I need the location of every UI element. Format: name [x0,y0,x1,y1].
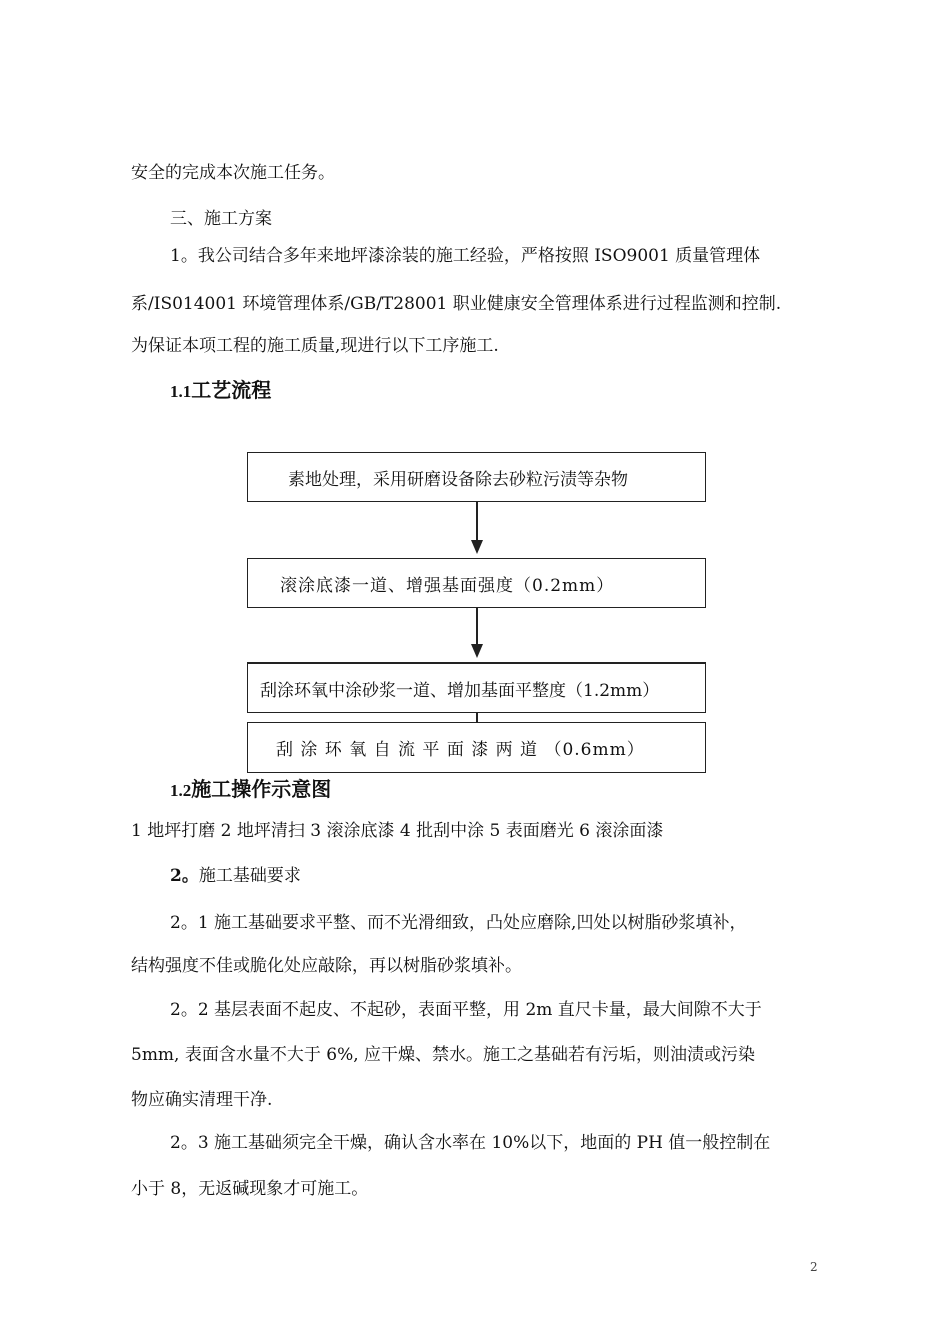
flow-arrow-line [476,608,478,646]
flow-step-3 [247,662,706,713]
section-heading-1-2 [170,776,331,804]
section-heading-1-1 [170,377,271,405]
flow-connector [476,713,478,722]
page-number: 2 [810,1260,818,1274]
flow-step-4-label: 刮 涂 环 氧 自 流 平 面 漆 两 道 （0.6mm） [276,740,645,760]
paragraph-line: 2。3 施工基础须完全干燥，确认含水率在 10%以下，地面的 PH 值一般控制在 [170,1133,771,1153]
flow-step-2-label: 滚涂底漆一道、增强基面强度（0.2mm） [280,575,615,596]
paragraph-line: 2。1 施工基础要求平整、而不光滑细致，凸处应磨除,凹处以树脂砂浆填补， [170,913,747,933]
paragraph-line: 结构强度不佳或脆化处应敲除，再以树脂砂浆填补。 [131,956,522,976]
paragraph-line: 小于 8，无返碱现象才可施工。 [131,1179,369,1199]
section-number: 1.2 [170,781,192,800]
section-title: 施工操作示意图 [191,777,332,801]
paragraph-line: 安全的完成本次施工任务。 [131,163,335,183]
paragraph-line: 物应确实清理干净. [131,1090,273,1110]
section-heading-3: 三、施工方案 [170,209,272,229]
paragraph-line: 2。2 基层表面不起皮、不起砂，表面平整，用 2m 直尺卡量，最大间隙不大于 [170,1000,762,1020]
flow-step-1 [247,452,706,502]
section-title: 施工基础要求 [198,866,301,886]
flow-arrow-head [471,644,483,658]
steps-caption: 1 地坪打磨 2 地坪清扫 3 滚涂底漆 4 批刮中涂 5 表面磨光 6 滚涂面漆 [131,821,664,841]
paragraph-line: 为保证本项工程的施工质量,现进行以下工序施工. [131,336,499,356]
flow-arrow-head [471,540,483,554]
flow-step-4 [247,722,706,773]
paragraph-line: 1。我公司结合多年来地坪漆涂装的施工经验，严格按照 ISO9001 质量管理体 [170,246,761,266]
section-heading-2 [170,865,301,887]
paragraph-line: 系/IS014001 环境管理体系/GB/T28001 职业健康安全管理体系进行过程监测和控制. [131,294,782,314]
flow-step-2 [247,558,706,608]
section-number: 1.1 [170,382,192,401]
section-number: 2。 [170,866,199,886]
paragraph-line: 5mm, 表面含水量不大于 6%, 应干燥、禁水。施工之基础若有污垢，则油渍或污染 [131,1045,756,1065]
flow-step-1-label: 素地处理，采用研磨设备除去砂粒污渍等杂物 [288,469,628,490]
section-title: 工艺流程 [191,378,272,402]
flow-step-3-label: 刮涂环氧中涂砂浆一道、增加基面平整度（1.2mm） [260,680,660,701]
flow-arrow-line [476,502,478,542]
